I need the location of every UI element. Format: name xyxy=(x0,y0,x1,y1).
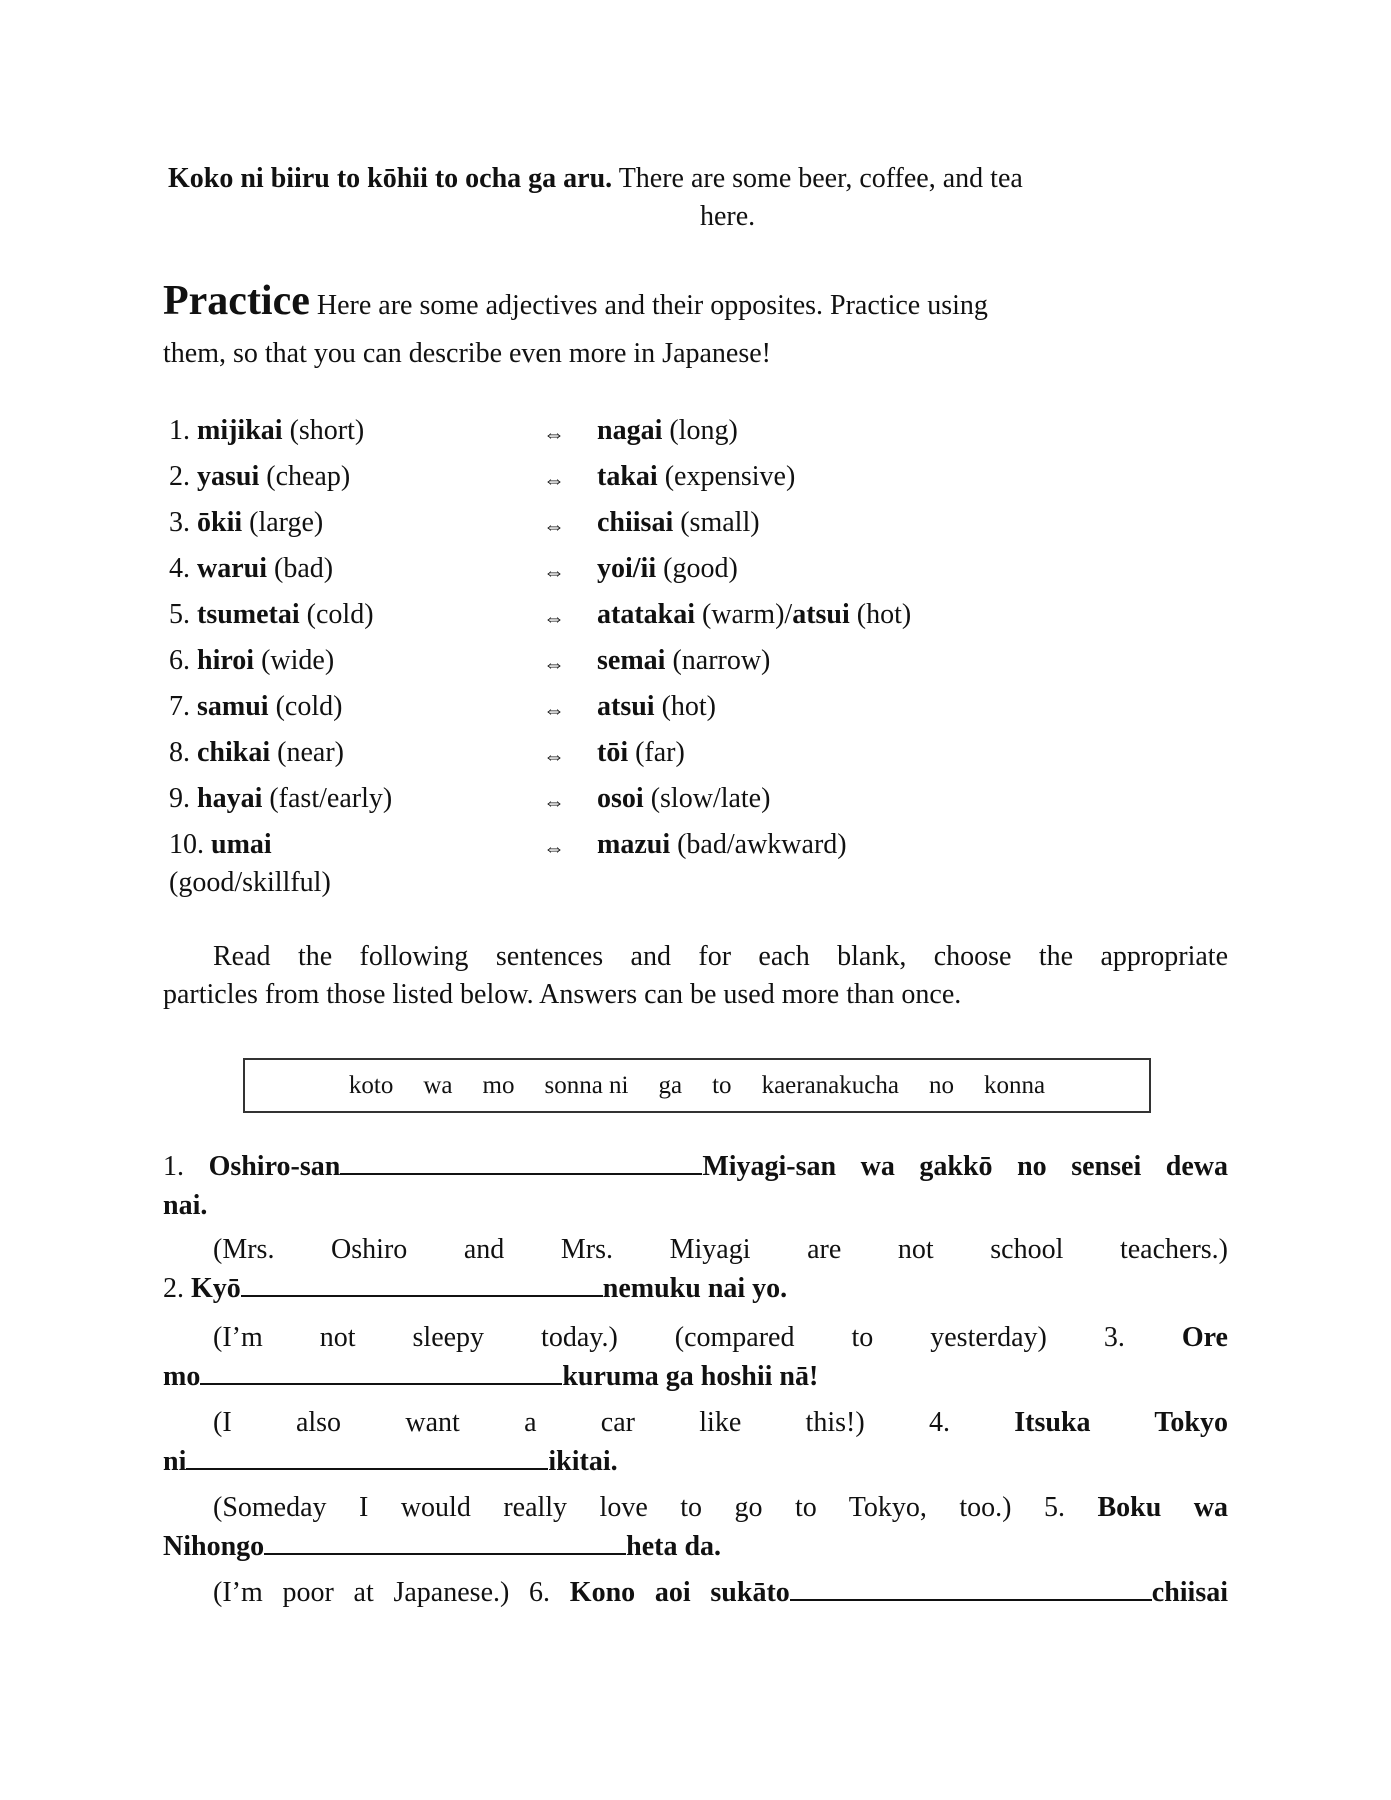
exercise-line xyxy=(213,1321,1228,1355)
opposite-adjective xyxy=(597,736,685,770)
adjective: mijikai xyxy=(197,415,283,446)
practice-text-cont: them, so that you can describe even more in Japanese! xyxy=(163,338,772,369)
adjective: umai xyxy=(211,829,272,860)
opposite-adjective xyxy=(597,690,716,724)
word-bank-item: konna xyxy=(983,1071,1046,1099)
instructions-line2: particles from those listed below. Answers can be used more than once. xyxy=(163,979,962,1010)
item-number: 5. xyxy=(169,599,190,630)
double-arrow-icon: ⇔ xyxy=(543,743,565,768)
adjective: samui xyxy=(197,691,269,722)
practice-text: Here are some adjectives and their opposites. Practice using xyxy=(316,290,988,321)
adjective-meaning: (near) xyxy=(277,737,344,768)
item-number: 2. xyxy=(169,461,190,492)
item-number: 10. xyxy=(169,829,204,860)
exercise-line xyxy=(213,1233,1228,1267)
double-arrow-icon: ⇔ xyxy=(543,697,565,722)
text: (Someday I would really love to go to Tokyo, too.) 5. xyxy=(213,1492,1098,1523)
word-bank-item: no xyxy=(928,1071,954,1099)
word-bank-item: mo xyxy=(482,1071,515,1099)
answer-blank[interactable] xyxy=(241,1273,603,1297)
text: (small) xyxy=(673,507,760,538)
word-bank-item: koto xyxy=(348,1071,394,1099)
item-number: 1. xyxy=(169,415,190,446)
japanese-text: nagai xyxy=(597,415,663,446)
adjective-meaning: (cold) xyxy=(306,599,374,630)
adjective-meaning: (cheap) xyxy=(266,461,351,492)
japanese-text: yoi/ii xyxy=(597,553,657,584)
text: (I’m poor at Japanese.) 6. xyxy=(213,1577,570,1608)
example-sentence xyxy=(168,162,1023,196)
japanese-text: atatakai xyxy=(597,599,695,630)
double-arrow-icon: ⇔ xyxy=(543,605,565,630)
japanese-text: Kyō xyxy=(191,1273,241,1304)
text: (far) xyxy=(628,737,685,768)
answer-blank[interactable] xyxy=(186,1446,548,1470)
exercise-line xyxy=(163,1445,618,1479)
exercise-line xyxy=(163,1530,721,1564)
japanese-text: Boku wa xyxy=(1097,1492,1228,1523)
text: (narrow) xyxy=(665,645,771,676)
adjective: hiroi xyxy=(197,645,255,676)
item-number: 4. xyxy=(169,553,190,584)
adjective-item xyxy=(169,736,344,770)
japanese-text: heta da. xyxy=(626,1531,722,1562)
practice-heading: Practice xyxy=(163,278,310,324)
opposite-adjective xyxy=(597,782,770,816)
item-number: 7. xyxy=(169,691,190,722)
japanese-text: nai. xyxy=(163,1190,208,1221)
word-bank-item: sonna ni xyxy=(544,1071,629,1099)
adjective: hayai xyxy=(197,783,263,814)
exercise-line xyxy=(213,1406,1228,1440)
opposite-adjective xyxy=(597,414,738,448)
item-number: 8. xyxy=(169,737,190,768)
japanese-text: mazui xyxy=(597,829,671,860)
exercise-line xyxy=(213,1491,1228,1525)
text: (bad/awkward) xyxy=(670,829,847,860)
adjective: tsumetai xyxy=(197,599,300,630)
double-arrow-icon: ⇔ xyxy=(543,789,565,814)
japanese-text: tōi xyxy=(597,737,629,768)
text: 1. xyxy=(163,1151,209,1182)
item-number: 3. xyxy=(169,507,190,538)
adjective-item xyxy=(169,552,333,586)
adjective-item xyxy=(169,506,323,540)
japanese-text: ni xyxy=(163,1446,187,1477)
text: (I also want a car like this!) 4. xyxy=(213,1407,1015,1438)
double-arrow-icon: ⇔ xyxy=(543,651,565,676)
answer-blank[interactable] xyxy=(340,1151,702,1175)
japanese-text: Nihongo xyxy=(163,1531,265,1562)
exercise-line xyxy=(163,1189,207,1223)
japanese-text: chiisai xyxy=(1151,1577,1228,1608)
adjective-meaning: (short) xyxy=(289,415,365,446)
text: (hot) xyxy=(654,691,717,722)
adjective-meaning: (large) xyxy=(249,507,324,538)
word-bank-item: to xyxy=(712,1071,732,1099)
adjective-meaning: (good/skillful) xyxy=(169,867,331,898)
text: (good) xyxy=(656,553,738,584)
japanese-text: atsui xyxy=(597,691,655,722)
adjective-item xyxy=(169,644,334,678)
japanese-text: Kono aoi sukāto xyxy=(569,1577,790,1608)
japanese-text: chiisai xyxy=(597,507,674,538)
japanese-text: Oshiro-san xyxy=(208,1151,341,1182)
text: (hot) xyxy=(849,599,912,630)
answer-blank[interactable] xyxy=(200,1361,562,1385)
adjective-item xyxy=(169,598,374,632)
japanese-text: Itsuka Tokyo xyxy=(1014,1407,1228,1438)
example-english: There are some beer, coffee, and tea xyxy=(618,163,1023,194)
exercise-line xyxy=(163,1360,818,1394)
adjective: ōkii xyxy=(197,507,243,538)
adjective-meaning: (cold) xyxy=(275,691,343,722)
text: (Mrs. Oshiro and Mrs. Miyagi are not school teachers.) xyxy=(213,1234,1228,1265)
text: (warm)/ xyxy=(695,599,793,630)
item-number: 6. xyxy=(169,645,190,676)
example-japanese: Koko ni biiru to kōhii to ocha ga aru. xyxy=(168,163,613,194)
exercise-line xyxy=(163,1272,787,1306)
japanese-text: Miyagi-san wa gakkō no sensei dewa xyxy=(702,1151,1229,1182)
opposite-adjective xyxy=(597,598,911,632)
word-bank-item: ga xyxy=(658,1071,683,1099)
adjective-item xyxy=(169,782,392,816)
adjective-item xyxy=(169,414,364,448)
adjective: chikai xyxy=(197,737,271,768)
adjective: warui xyxy=(197,553,267,584)
adjective-meaning: (fast/early) xyxy=(269,783,393,814)
double-arrow-icon: ⇔ xyxy=(543,835,565,860)
word-bank xyxy=(243,1058,1151,1113)
double-arrow-icon: ⇔ xyxy=(543,421,565,446)
word-bank-item: wa xyxy=(423,1071,453,1099)
japanese-text: ikitai. xyxy=(548,1446,618,1477)
item-number: 9. xyxy=(169,783,190,814)
exercise-line xyxy=(163,1150,1228,1184)
adjective-item xyxy=(169,690,342,724)
adjective-meaning: (wide) xyxy=(261,645,335,676)
answer-blank[interactable] xyxy=(790,1577,1152,1601)
text: (expensive) xyxy=(657,461,796,492)
japanese-text: Ore xyxy=(1181,1322,1228,1353)
adjective-item xyxy=(169,460,350,494)
text: 2. xyxy=(163,1273,191,1304)
adjective-meaning: (bad) xyxy=(274,553,334,584)
opposite-adjective xyxy=(597,460,795,494)
japanese-text: nemuku nai yo. xyxy=(602,1273,788,1304)
text: (long) xyxy=(662,415,738,446)
japanese-text: kuruma ga hoshii nā! xyxy=(562,1361,819,1392)
exercise-line xyxy=(213,1576,1228,1610)
text: (I’m not sleepy today.) (compared to yesterday) 3. xyxy=(213,1322,1182,1353)
opposite-adjective xyxy=(597,506,760,540)
word-bank-item: kaeranakucha xyxy=(761,1071,899,1099)
opposite-adjective xyxy=(597,552,738,586)
text: (slow/late) xyxy=(643,783,771,814)
double-arrow-icon: ⇔ xyxy=(543,559,565,584)
double-arrow-icon: ⇔ xyxy=(543,513,565,538)
opposite-adjective xyxy=(597,644,770,678)
answer-blank[interactable] xyxy=(264,1531,626,1555)
adjective: yasui xyxy=(197,461,260,492)
adjective-item xyxy=(169,828,331,898)
opposite-adjective xyxy=(597,828,847,862)
example-english-cont: here. xyxy=(700,201,756,232)
practice-intro xyxy=(163,278,988,324)
japanese-text: takai xyxy=(597,461,658,492)
double-arrow-icon: ⇔ xyxy=(543,467,565,492)
instructions-line1: Read the following sentences and for each blank, choose the appropriate xyxy=(213,941,1228,972)
japanese-text: osoi xyxy=(597,783,644,814)
japanese-text: mo xyxy=(163,1361,201,1392)
japanese-text: atsui xyxy=(792,599,850,630)
japanese-text: semai xyxy=(597,645,666,676)
